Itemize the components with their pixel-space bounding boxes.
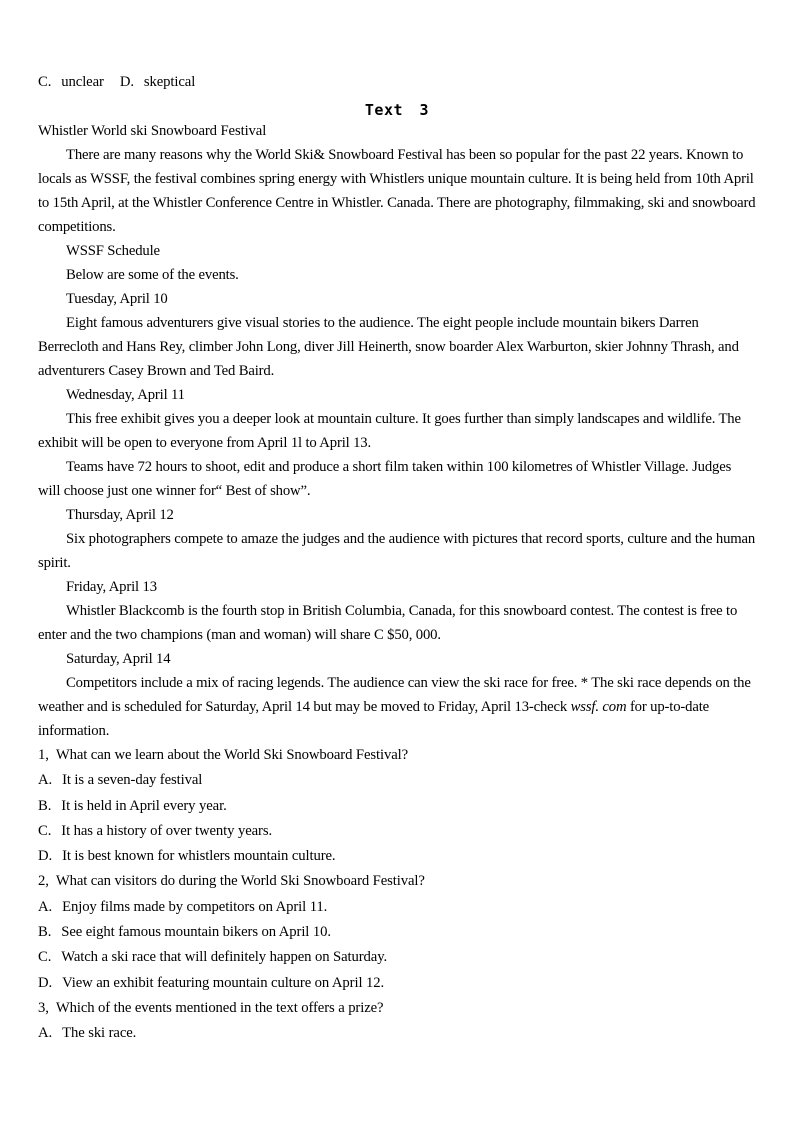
answer-option xyxy=(38,1021,756,1046)
section-title: Text 3 xyxy=(364,101,430,119)
text-run: WSSF Schedule xyxy=(66,243,160,259)
text-run: Tuesday, April 10 xyxy=(66,291,168,307)
answer-option xyxy=(38,844,756,869)
option-text: Watch a ski race that will definitely happen on Saturday. xyxy=(61,949,388,966)
text-run: This free exhibit gives you a deeper look at mountain culture. It goes further than simply landscapes and wildlife. The exhibit will be open to everyone from April 1l to April 13. xyxy=(38,411,741,451)
passage-paragraph xyxy=(38,311,756,383)
passage-paragraph xyxy=(38,527,756,575)
passage-paragraph xyxy=(38,143,756,239)
text-run: There are many reasons why the World Ski& Snowboard Festival has been so popular for the past 22 years. Known to locals as WSSF, the festival combines spring energy with Whistlers unique mountain culture. It is being held from 10th April to 15th April, at the Whistler Conference Centre in Whistler. Canada. There are photography, filmmaking, ski and snowboard competitions. xyxy=(38,147,756,235)
passage-paragraph xyxy=(38,575,756,599)
question-stem xyxy=(38,743,756,768)
option-label: A. xyxy=(38,772,53,789)
italic-text-run: wssf. com xyxy=(570,699,627,715)
option-label: B. xyxy=(38,797,52,814)
previous-question-options xyxy=(38,70,756,94)
option-text: It has a history of over twenty years. xyxy=(61,822,273,839)
answer-option xyxy=(38,895,756,920)
option-text: It is a seven-day festival xyxy=(62,772,203,789)
question-text: Which of the events mentioned in the text offers a prize? xyxy=(55,999,384,1016)
option-label: C. xyxy=(38,822,52,839)
passage-paragraph xyxy=(38,455,756,503)
option-text: Enjoy films made by competitors on April 11. xyxy=(62,898,328,915)
option-label: C. xyxy=(38,74,52,90)
option-label: D. xyxy=(119,74,134,90)
option-text: skeptical xyxy=(143,74,196,90)
option-text: View an exhibit featuring mountain culture on April 12. xyxy=(62,974,385,991)
leftover-option xyxy=(120,74,195,90)
passage-paragraph xyxy=(38,287,756,311)
answer-option xyxy=(38,945,756,970)
question-number: 1, xyxy=(38,747,49,763)
text-run: Friday, April 13 xyxy=(66,579,157,595)
text-run: Six photographers compete to amaze the judges and the audience with pictures that record sports, culture and the human spirit. xyxy=(38,531,756,571)
passage-paragraph xyxy=(38,383,756,407)
option-text: See eight famous mountain bikers on April 10. xyxy=(61,924,331,941)
option-label: A. xyxy=(38,1025,53,1042)
passage-title: Whistler World ski Snowboard Festival xyxy=(38,123,267,139)
passage-paragraph xyxy=(38,671,756,743)
passage-paragraph xyxy=(38,263,756,287)
text-run: Teams have 72 hours to shoot, edit and produce a short film taken within 100 kilometres of Whistler Village. Judges will choose just one winner for“ Best of show”. xyxy=(38,459,732,499)
option-text: It is best known for whistlers mountain culture. xyxy=(62,848,336,865)
text-run: Whistler Blackcomb is the fourth stop in British Columbia, Canada, for this snowboard contest. The contest is free to enter and the two champions (man and woman) will share C $50, 000. xyxy=(38,603,738,643)
option-label: D. xyxy=(38,848,53,865)
question-text: What can visitors do during the World Ski Snowboard Festival? xyxy=(55,873,425,890)
option-text: It is held in April every year. xyxy=(61,797,227,814)
option-label: C. xyxy=(38,949,52,966)
passage-body xyxy=(38,143,756,743)
text-run: Wednesday, April 11 xyxy=(66,387,185,403)
answer-option xyxy=(38,768,756,793)
questions-section xyxy=(38,743,756,1047)
text-run: Below are some of the events. xyxy=(66,267,239,283)
option-label: A. xyxy=(38,898,53,915)
option-label: B. xyxy=(38,924,52,941)
passage-paragraph xyxy=(38,407,756,455)
question-number: 2, xyxy=(38,873,49,890)
answer-option xyxy=(38,920,756,945)
leftover-option xyxy=(38,74,104,90)
passage-paragraph xyxy=(38,239,756,263)
question-stem xyxy=(38,869,756,894)
text-run: Thursday, April 12 xyxy=(66,507,174,523)
answer-option xyxy=(38,971,756,996)
question-stem xyxy=(38,996,756,1021)
passage-paragraph xyxy=(38,647,756,671)
option-text: The ski race. xyxy=(62,1025,137,1042)
question-number: 3, xyxy=(38,999,49,1016)
text-run: for up-to-date information. xyxy=(38,699,709,739)
answer-option xyxy=(38,819,756,844)
option-text: unclear xyxy=(61,74,104,90)
passage-paragraph xyxy=(38,503,756,527)
text-run: Saturday, April 14 xyxy=(66,651,171,667)
passage-paragraph xyxy=(38,599,756,647)
answer-option xyxy=(38,794,756,819)
question-text: What can we learn about the World Ski Snowboard Festival? xyxy=(55,747,409,763)
text-run: Competitors include a mix of racing legends. The audience can view the ski race for free. * The ski race depends on the weather and is scheduled for Saturday, April 14 but may be moved to Friday, April 13-check xyxy=(38,675,751,715)
option-label: D. xyxy=(38,974,53,991)
text-run: Eight famous adventurers give visual stories to the audience. The eight people include mountain bikers Darren Berrecloth and Hans Rey, climber John Long, diver Jill Heinerth, snow boarder Alex Warburton, skier Johnny Thrash, and adventurers Casey Brown and Ted Baird. xyxy=(38,315,739,379)
